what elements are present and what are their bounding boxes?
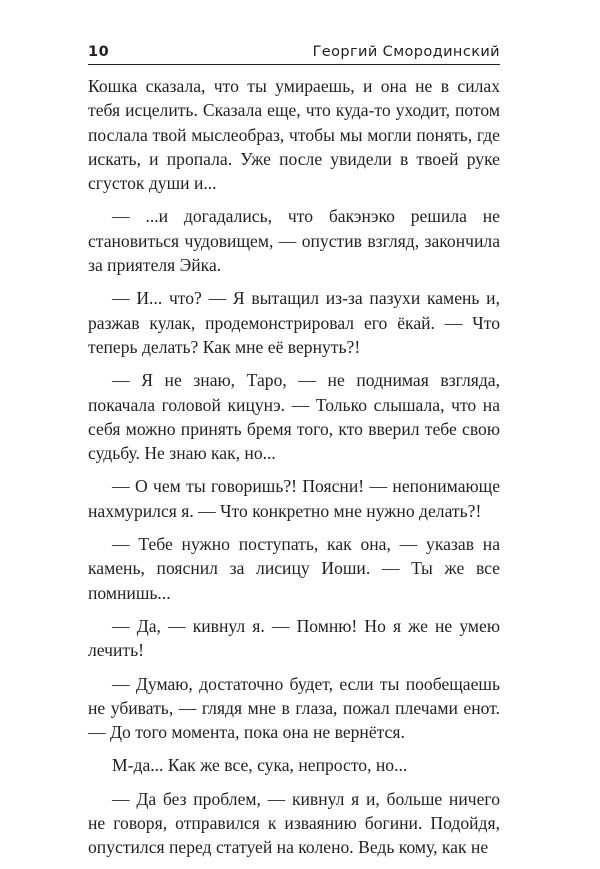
running-head: [88, 40, 500, 65]
page-number: 10: [88, 44, 110, 60]
paragraph-9: М-да... Как же все, сука, непросто, но...: [112, 755, 408, 776]
paragraph-2: — ...и догадались, что бакэнэко решила не становиться чудовищем, — опустив взгляд, закончила за приятеля Эйка.: [88, 206, 500, 276]
paragraph-8: — Думаю, достаточно будет, если ты пообещаешь не убивать, — глядя мне в глаза, пожал плечами енот. — До того момента, пока она не вернётся.: [88, 673, 500, 743]
paragraph-1: Кошка сказала, что ты умираешь, и она не в силах тебя исцелить. Сказала еще, что куда-то уходит, потом послала твой мыслеобраз, чтобы мы могли понять, где искать, и пропала. Уже после увидели в твоей руке сгусток души и...: [88, 76, 500, 194]
running-title: Георгий Смородинский: [312, 44, 500, 60]
paragraph-5: — О чем ты говоришь?! Поясни! — непонимающе нахмурился я. — Что конкретно мне нужно делать?!: [88, 476, 500, 521]
paragraph-4: — Я не знаю, Таро, — не поднимая взгляда, покачала головой кицунэ. — Только слышала, что на себя можно принять бремя того, кто вверил тебе свою судьбу. Не знаю как, но...: [88, 370, 500, 464]
paragraph-7: — Да, — кивнул я. — Помню! Но я же не умею лечить!: [88, 615, 500, 661]
body-text: [88, 74, 500, 869]
paragraph-10: — Да без проблем, — кивнул я и, больше ничего не говоря, отправился к изваянию богини. Подойдя, опустился перед статуей на колено. Ведь кому, как не: [88, 788, 500, 858]
paragraph-3: — И... что? — Я вытащил из-за пазухи камень и, разжав кулак, продемонстрировал его ёкай. — Что теперь делать? Как мне её вернуть?!: [88, 288, 500, 357]
paragraph-6: — Тебе нужно поступать, как она, — указав на камень, пояснил за лисицу Иоши. — Ты же все помнишь...: [88, 534, 500, 603]
